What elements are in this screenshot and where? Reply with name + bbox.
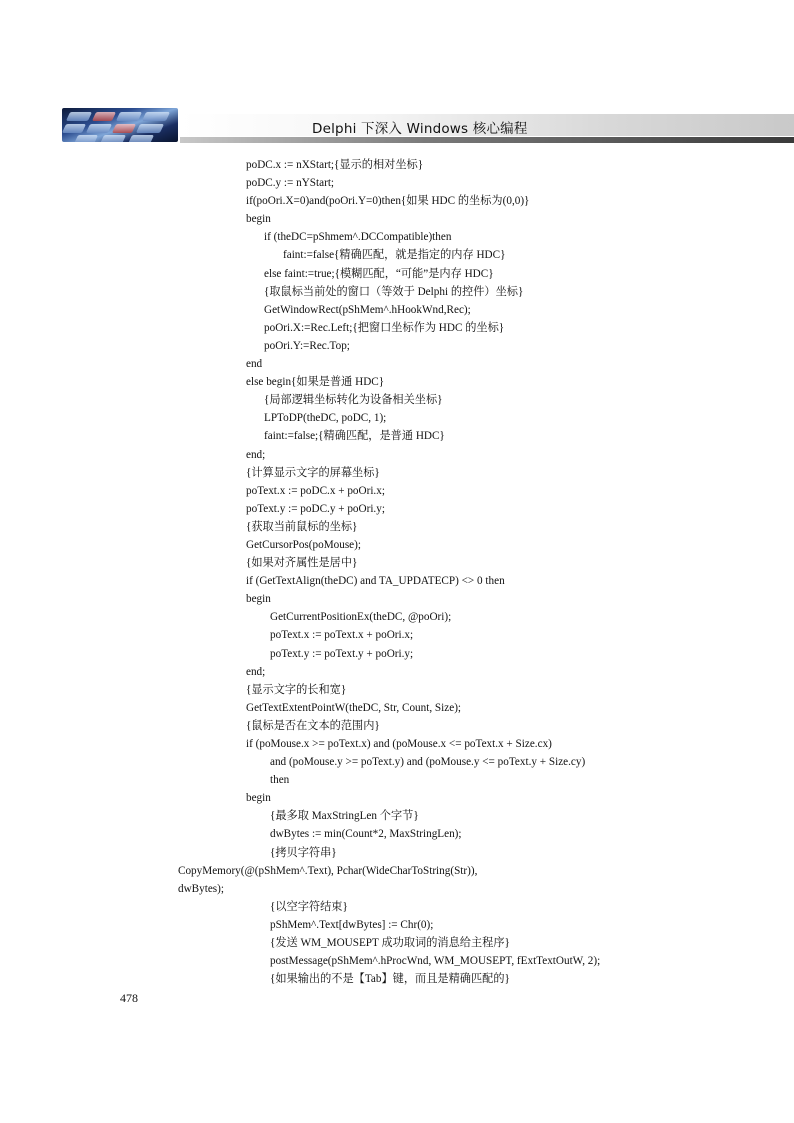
- code-line: faint:=false{精确匹配，就是指定的内存 HDC}: [283, 249, 506, 262]
- code-line: if (poMouse.x >= poText.x) and (poMouse.x <= poText.x + Size.cx): [246, 738, 552, 750]
- code-line: postMessage(pShMem^.hProcWnd, WM_MOUSEPT, fExtTextOutW, 2);: [270, 955, 601, 968]
- code-line: end;: [246, 448, 266, 461]
- code-line: poText.x := poDC.x + poOri.x;: [246, 484, 385, 497]
- code-line: poDC.x := nXStart;{显示的相对坐标}: [246, 159, 424, 171]
- code-line: poText.y := poText.y + poOri.y;: [270, 647, 414, 660]
- code-line: end: [246, 358, 263, 371]
- page-header: [0, 100, 794, 148]
- code-line: poText.x := poText.x + poOri.x;: [270, 629, 414, 642]
- code-line: poOri.Y:=Rec.Top;: [264, 339, 350, 352]
- code-line: else begin{如果是普通 HDC}: [246, 376, 385, 389]
- code-line: poText.y := poDC.y + poOri.y;: [246, 502, 385, 515]
- running-header-title: Delphi 下深入 Windows 核心编程: [312, 121, 528, 137]
- code-line: and (poMouse.y >= poText.y) and (poMouse.y <= poText.y + Size.cy): [270, 756, 586, 769]
- code-line: {拷贝字符串}: [270, 846, 337, 859]
- code-line: begin: [246, 213, 271, 226]
- code-line: {取鼠标当前处的窗口（等效于 Delphi 的控件）坐标}: [264, 285, 524, 298]
- code-line: {最多取 MaxStringLen 个字节}: [270, 810, 419, 823]
- code-line: GetWindowRect(pShMem^.hHookWnd,Rec);: [264, 303, 471, 316]
- code-line: GetCurrentPositionEx(theDC, @poOri);: [270, 611, 452, 624]
- code-line: GetCursorPos(poMouse);: [246, 538, 361, 551]
- code-line: poOri.X:=Rec.Left;{把窗口坐标作为 HDC 的坐标}: [264, 321, 505, 334]
- code-line: {局部逻辑坐标转化为设备相关坐标}: [264, 394, 443, 407]
- code-line: dwBytes);: [178, 882, 224, 895]
- code-line: end;: [246, 665, 266, 678]
- code-line: CopyMemory(@(pShMem^.Text), Pchar(WideCharToString(Str)),: [178, 864, 478, 877]
- code-line: if(poOri.X=0)and(poOri.Y=0)then{如果 HDC 的坐标为(0,0)}: [246, 195, 530, 208]
- code-line: poDC.y := nYStart;: [246, 177, 335, 190]
- code-line: if (GetTextAlign(theDC) and TA_UPDATECP) <> 0 then: [246, 575, 505, 588]
- code-line: {计算显示文字的屏幕坐标}: [246, 466, 380, 479]
- code-line: dwBytes := min(Count*2, MaxStringLen);: [270, 828, 462, 841]
- code-line: {如果输出的不是【Tab】键，而且是精确匹配的}: [270, 973, 510, 986]
- code-line: begin: [246, 593, 271, 606]
- code-line: faint:=false;{精确匹配，是普通 HDC}: [264, 430, 445, 443]
- code-line: {显示文字的长和宽}: [246, 683, 347, 696]
- keyboard-banner-image: [62, 108, 178, 142]
- code-line: else faint:=true;{模糊匹配，“可能”是内存 HDC}: [264, 267, 494, 280]
- code-line: {以空字符结束}: [270, 900, 348, 913]
- code-line: {鼠标是否在文本的范围内}: [246, 719, 380, 732]
- code-line: pShMem^.Text[dwBytes] := Chr(0);: [270, 918, 434, 931]
- code-line: then: [270, 774, 290, 787]
- code-line: {获取当前鼠标的坐标}: [246, 520, 358, 533]
- code-line: GetTextExtentPointW(theDC, Str, Count, Size);: [246, 701, 462, 714]
- code-line: begin: [246, 792, 271, 805]
- code-line: LPToDP(theDC, poDC, 1);: [264, 412, 387, 425]
- code-line: {如果对齐属性是居中}: [246, 557, 358, 570]
- code-listing: [178, 156, 698, 988]
- code-line: {发送 WM_MOUSEPT 成功取词的消息给主程序}: [270, 937, 510, 950]
- page-number: 478: [120, 991, 138, 1005]
- header-rule: [180, 137, 794, 143]
- code-line: if (theDC=pShmem^.DCCompatible)then: [264, 231, 452, 244]
